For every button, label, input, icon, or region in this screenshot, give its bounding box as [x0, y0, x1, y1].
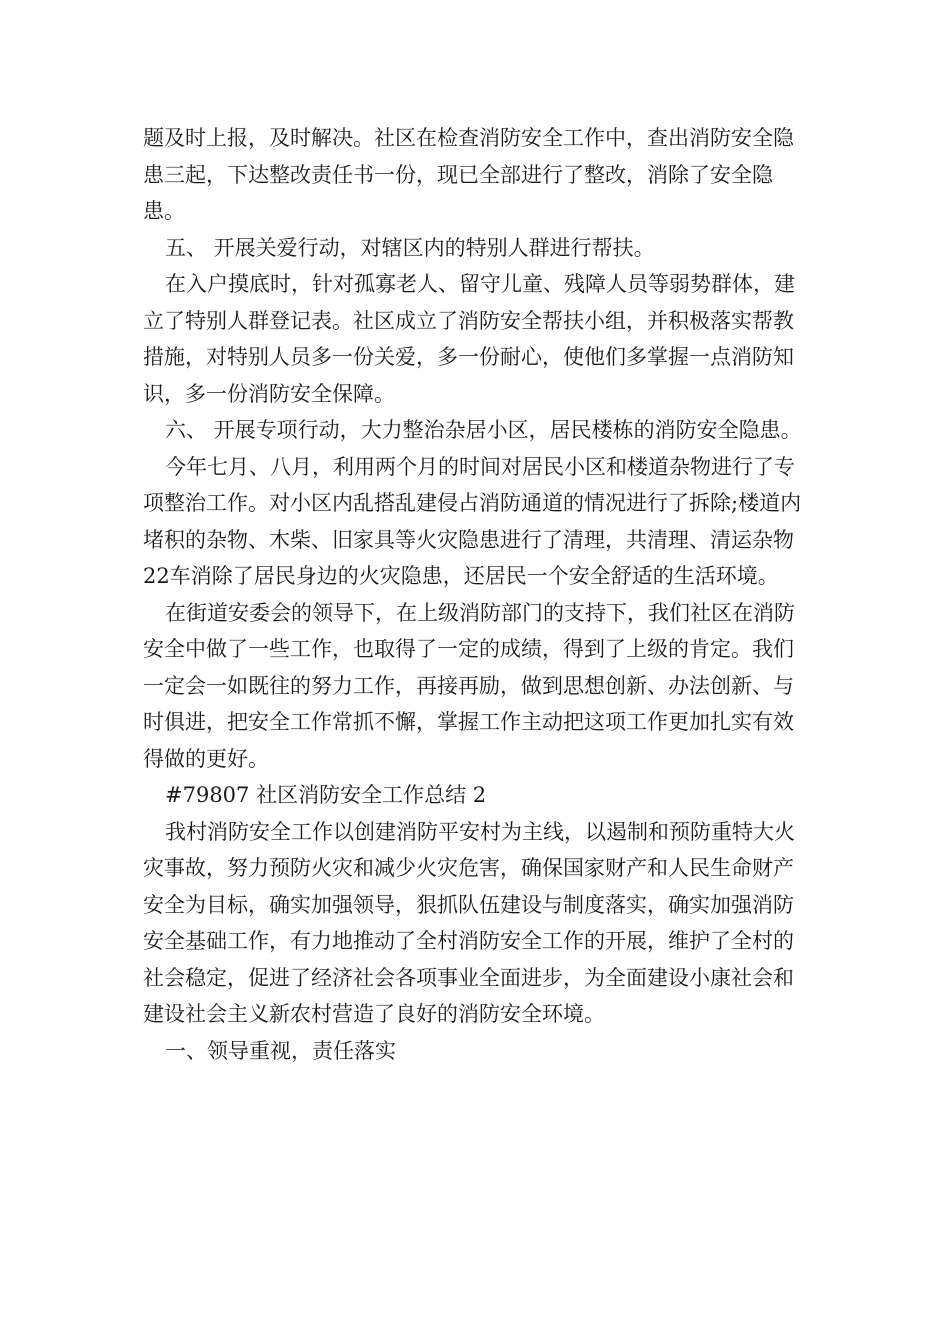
paragraph-conclusion: 在街道安委会的领导下，在上级消防部门的支持下，我们社区在消防安全中做了一些工作，也取得了一定的成绩，得到了上级的肯定。我们一定会一如既往的努力工作，再接再励，做到思想创新、办法创新、与时俱进，把安全工作常抓不懈，掌握工作主动把这项工作更加扎实有效得做的更好。: [143, 600, 795, 771]
paragraph-special-action: 今年七月、八月，利用两个月的时间对居民小区和楼道杂物进行了专项整治工作。对小区内乱搭乱建侵占消防通道的情况进行了拆除;楼道内堵积的杂物、木柴、旧家具等火灾隐患进行了清理，共清理、清运杂物22车消除了居民身边的火灾隐患，还居民一个安全舒适的生活环境。: [143, 454, 802, 588]
document-body: [143, 120, 813, 1069]
document-title-2: #79807 社区消防安全工作总结 2: [165, 783, 487, 807]
paragraph-care-action: 在入户摸底时，针对孤寡老人、留守儿童、残障人员等弱势群体，建立了特别人群登记表。社区成立了消防安全帮扶小组，并积极落实帮教措施，对特别人员多一份关爱，多一份耐心，使他们多掌握一点消防知识，多一份消防安全保障。: [143, 272, 795, 406]
section-heading-one: 一、领导重视，责任落实: [165, 1038, 396, 1063]
paragraph-continuation: 题及时上报，及时解决。社区在检查消防安全工作中，查出消防安全隐患三起，下达整改责任书一份，现已全部进行了整改，消除了安全隐患。: [143, 126, 794, 223]
section-heading-five: 五、 开展关爱行动，对辖区内的特别人群进行帮扶。: [165, 235, 655, 260]
section-heading-six: 六、 开展专项行动，大力整治杂居小区，居民楼栋的消防安全隐患。: [165, 418, 802, 442]
paragraph-village-intro: 我村消防安全工作以创建消防平安村为主线，以遏制和预防重特大火灾事故，努力预防火灾和减少火灾危害，确保国家财产和人民生命财产安全为目标，确实加强领导，狠抓队伍建设与制度落实，确实加强消防安全基础工作，有力地推动了全村消防安全工作的开展，维护了全村的社会稳定，促进了经济社会各项事业全面进步，为全面建设小康社会和建设社会主义新农村营造了良好的消防安全环境。: [143, 819, 795, 1026]
